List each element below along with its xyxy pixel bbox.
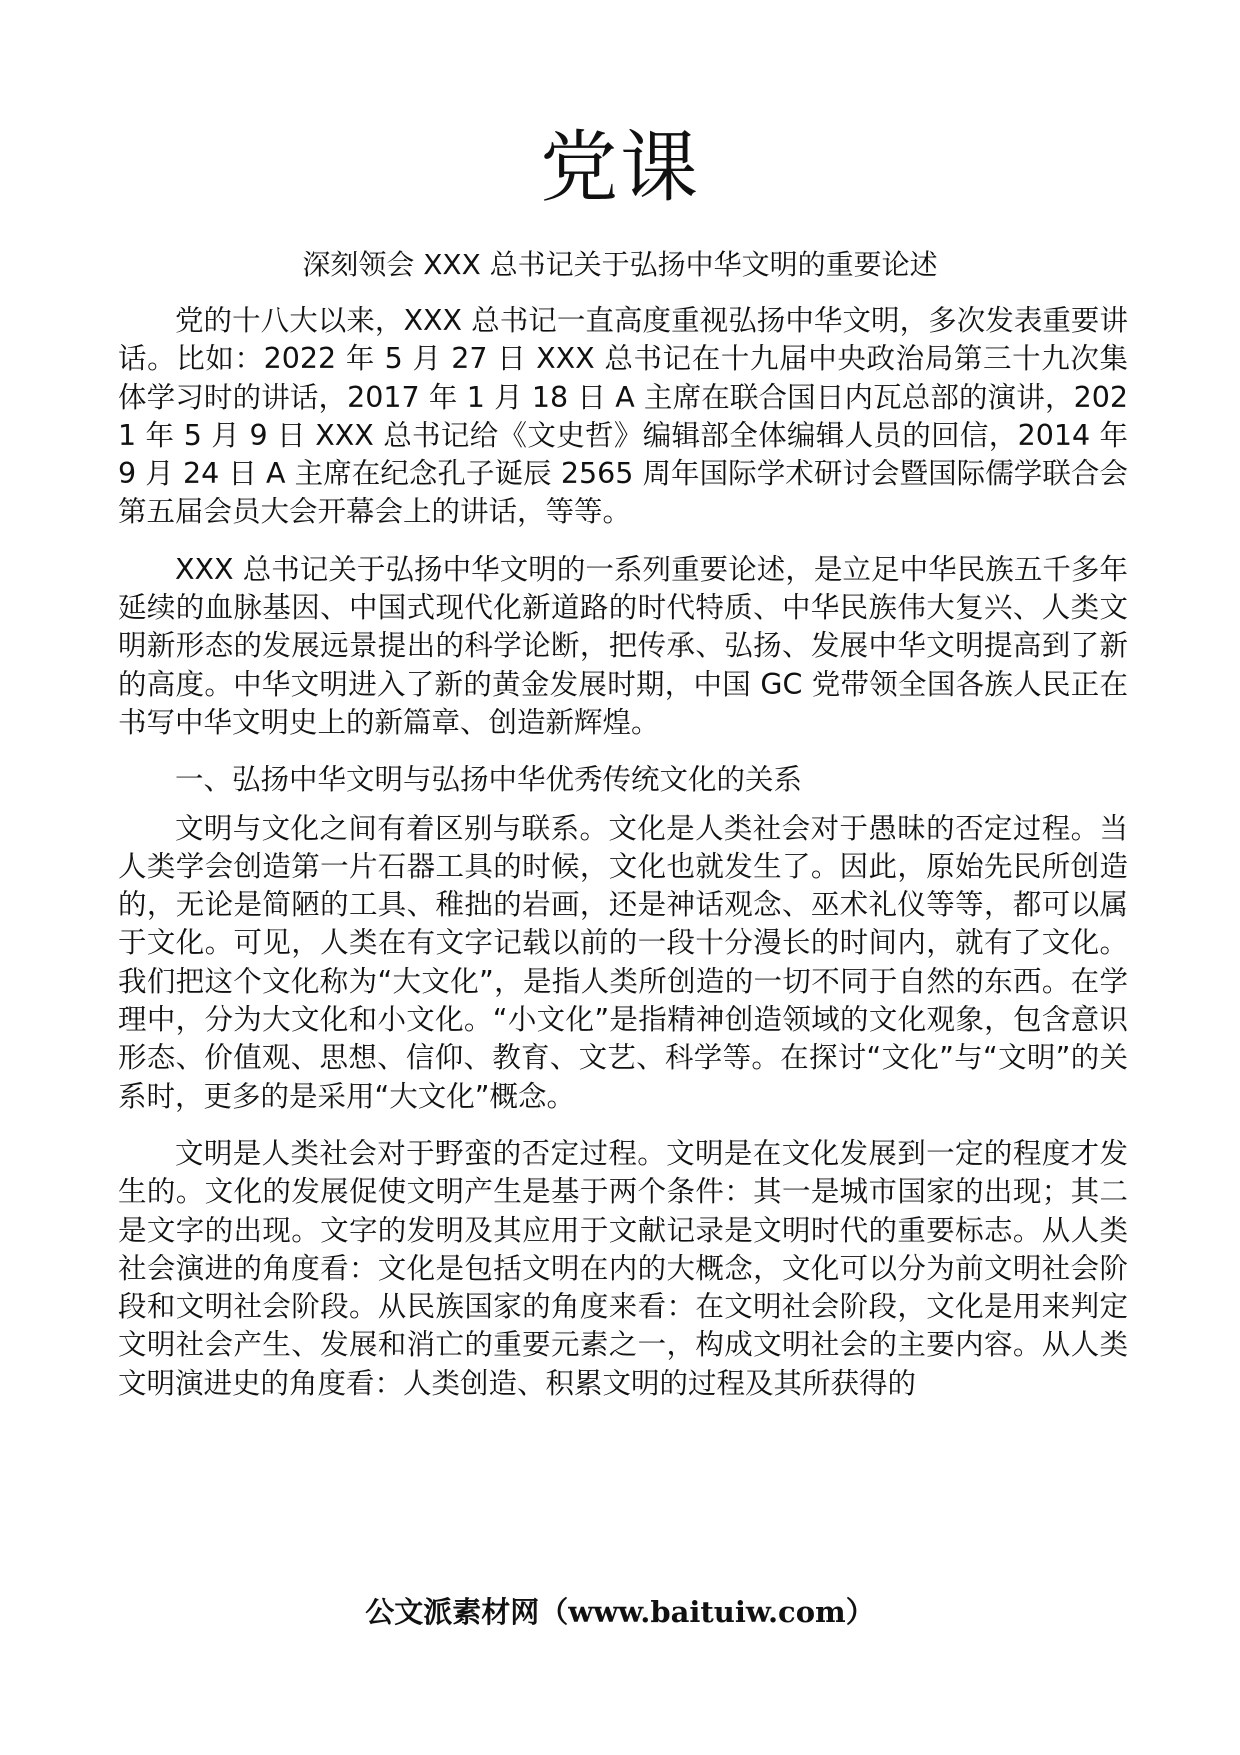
section-heading: 一、弘扬中华文明与弘扬中华优秀传统文化的关系 (175, 763, 803, 797)
document-subtitle: 深刻领会 XXX 总书记关于弘扬中华文明的重要论述 (302, 248, 938, 281)
document-title: 党课 (539, 123, 700, 213)
body-paragraph-2: XXX 总书记关于弘扬中华文明的一系列重要论述，是立足中华民族五千多年延续的血脉基因、中国式现代化新道路的时代特质、中华民族伟大复兴、人类文明新形态的发展远景提出的科学论断，把传承、弘扬、发展中华文明提高到了新的高度。中华文明进入了新的黄金发展时期，中国 GC 党带领全国各族人民正在书写中华文明史上的新篇章、创造新辉煌。 (118, 552, 1128, 739)
section-paragraph-1: 文明与文化之间有着区别与联系。文化是人类社会对于愚昧的否定过程。当人类学会创造第一片石器工具的时候，文化也就发生了。因此，原始先民所创造的，无论是简陋的工具、稚拙的岩画，还是神话观念、巫术礼仪等等，都可以属于文化。可见，人类在有文字记载以前的一段十分漫长的时间内，就有了文化。我们把这个文化称为“大文化”，是指人类所创造的一切不同于自然的东西。在学理中，分为大文化和小文化。“小文化”是指精神创造领域的文化观象，包含意识形态、价值观、思想、信仰、教育、文艺、科学等。在探讨“文化”与“文明”的关系时，更多的是采用“大文化”概念。 (118, 811, 1128, 1113)
section-paragraph-2: 文明是人类社会对于野蛮的否定过程。文明是在文化发展到一定的程度才发生的。文化的发展促使文明产生是基于两个条件：其一是城市国家的出现；其二是文字的出现。文字的发明及其应用于文献记录是文明时代的重要标志。从人类社会演进的角度看：文化是包括文明在内的大概念，文化可以分为前文明社会阶段和文明社会阶段。从民族国家的角度来看：在文明社会阶段，文化是用来判定文明社会产生、发展和消亡的重要元素之一，构成文明社会的主要内容。从人类文明演进史的角度看：人类创造、积累文明的过程及其所获得的 (118, 1136, 1128, 1400)
source-footer: 公文派素材网（www.baituiw.com） (365, 1595, 875, 1629)
document-body (118, 302, 1128, 1422)
body-paragraph-1: 党的十八大以来，XXX 总书记一直高度重视弘扬中华文明，多次发表重要讲话。比如：2022 年 5 月 27 日 XXX 总书记在十九届中央政治局第三十九次集体学习时的讲话，2017 年 1 月 18 日 A 主席在联合国日内瓦总部的演讲，2021 年 5 月 9 日 XXX 总书记给《文史哲》编辑部全体编辑人员的回信，2014 年 9 月 24 日 A 主席在纪念孔子诞辰 2565 周年国际学术研讨会暨国际儒学联合会第五届会员大会开幕会上的讲话，等等。 (118, 304, 1128, 529)
